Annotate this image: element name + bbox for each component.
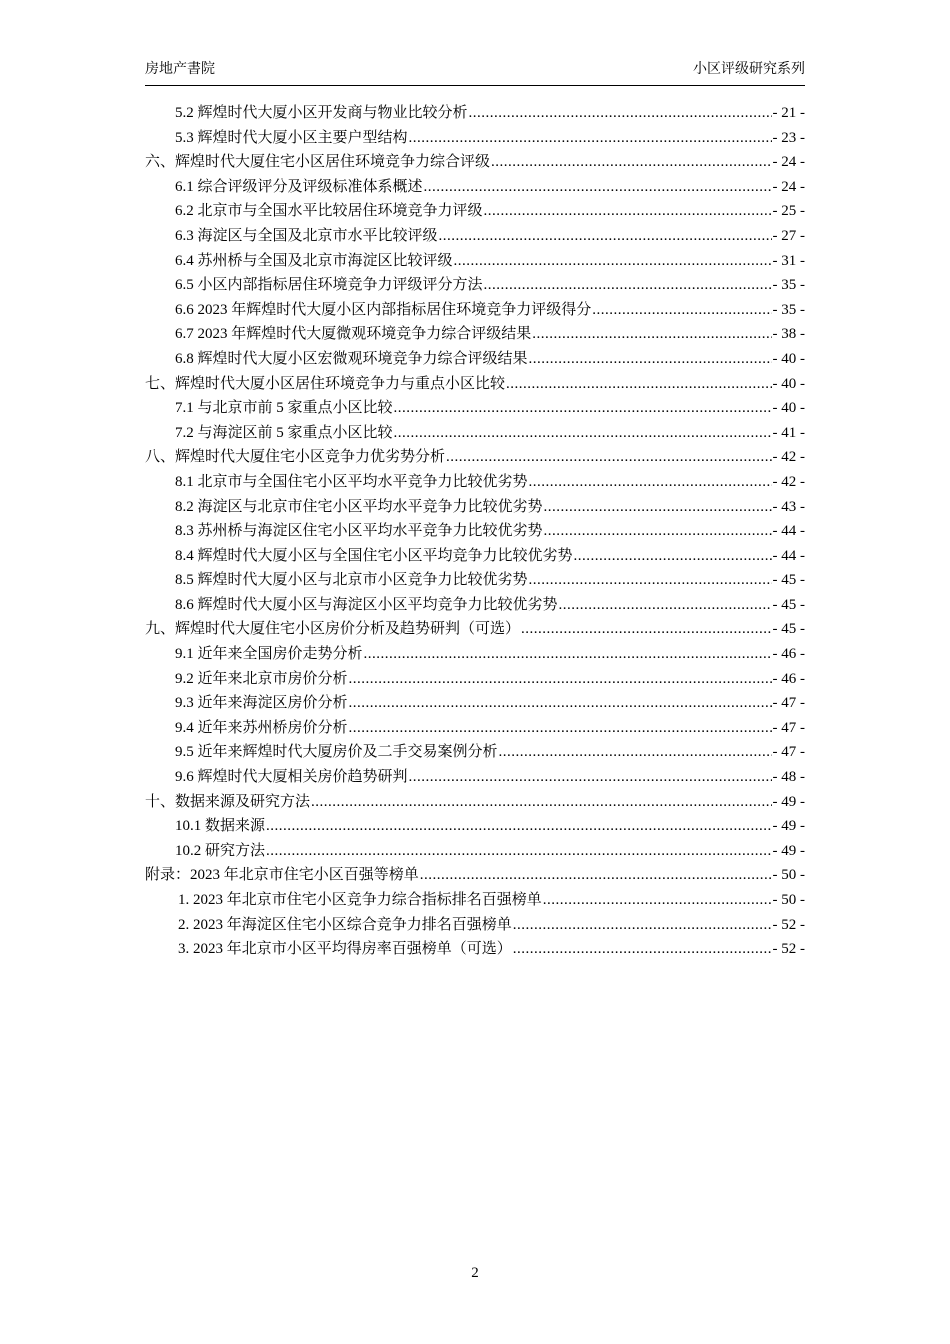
toc-dot-leader	[469, 101, 772, 126]
toc-dot-leader	[439, 224, 772, 249]
toc-entry-page-number: - 40 -	[772, 400, 805, 417]
toc-dot-leader	[513, 913, 772, 938]
toc-entry	[145, 322, 805, 347]
toc-dot-leader	[529, 568, 772, 593]
toc-entry	[145, 126, 805, 151]
toc-entry-title: 8.4 辉煌时代大厦小区与全国住宅小区平均竞争力比较优劣势	[175, 547, 573, 564]
toc-entry-page-number: - 44 -	[772, 523, 805, 540]
toc-entry-page-number: - 45 -	[772, 621, 805, 638]
toc-entry-title: 5.3 辉煌时代大厦小区主要户型结构	[175, 129, 408, 146]
toc-dot-leader	[394, 421, 772, 446]
header-left-text: 房地产書院	[145, 60, 215, 76]
toc-entry	[145, 495, 805, 520]
toc-entry-title: 9.6 辉煌时代大厦相关房价趋势研判	[175, 769, 408, 786]
toc-entry-page-number: - 45 -	[772, 596, 805, 613]
toc-dot-leader	[311, 790, 771, 815]
toc-dot-leader	[529, 470, 772, 495]
toc-entry-title: 5.2 辉煌时代大厦小区开发商与物业比较分析	[175, 105, 468, 121]
toc-dot-leader	[484, 199, 772, 224]
toc-entry-title: 1. 2023 年北京市住宅小区竞争力综合指标排名百强榜单	[178, 892, 542, 908]
toc-entry-page-number: - 52 -	[772, 941, 805, 958]
toc-dot-leader	[349, 667, 772, 692]
toc-entry-page-number: - 44 -	[772, 547, 805, 564]
toc-entry	[145, 937, 805, 962]
toc-entry-page-number: - 38 -	[772, 326, 805, 343]
toc-dot-leader	[349, 716, 772, 741]
toc-entry-title: 8.3 苏州桥与海淀区住宅小区平均水平竞争力比较优劣势	[175, 523, 543, 540]
toc-entry	[145, 790, 805, 815]
toc-entry	[145, 175, 805, 200]
toc-dot-leader	[506, 372, 771, 397]
toc-entry-title: 七、辉煌时代大厦小区居住环境竞争力与重点小区比较	[145, 375, 506, 392]
toc-entry	[145, 667, 805, 692]
toc-dot-leader	[409, 126, 772, 151]
toc-entry	[145, 642, 805, 667]
toc-entry	[145, 470, 805, 495]
toc-dot-leader	[484, 273, 772, 298]
toc-entry	[145, 445, 805, 470]
toc-dot-leader	[266, 839, 771, 864]
toc-entry-page-number: - 24 -	[772, 154, 805, 171]
toc-entry-title: 9.3 近年来海淀区房价分析	[175, 695, 348, 712]
toc-entry-page-number: - 27 -	[772, 227, 805, 244]
toc-entry	[145, 519, 805, 544]
toc-entry-page-number: - 42 -	[772, 449, 805, 466]
toc-entry-page-number: - 41 -	[772, 424, 805, 441]
table-of-contents	[145, 101, 805, 962]
toc-dot-leader	[454, 249, 772, 274]
toc-entry	[145, 568, 805, 593]
toc-entry-title: 6.1 综合评级评分及评级标准体系概述	[175, 178, 423, 195]
toc-dot-leader	[364, 642, 772, 667]
toc-dot-leader	[446, 445, 771, 470]
toc-entry-page-number: - 46 -	[772, 670, 805, 687]
toc-entry-page-number: - 47 -	[772, 719, 805, 736]
toc-entry-title: 7.2 与海淀区前 5 家重点小区比较	[175, 424, 393, 441]
toc-entry	[145, 863, 805, 888]
toc-entry-title: 8.2 海淀区与北京市住宅小区平均水平竞争力比较优劣势	[175, 498, 543, 515]
toc-entry	[145, 740, 805, 765]
toc-entry	[145, 691, 805, 716]
toc-entry-page-number: - 47 -	[772, 744, 805, 761]
toc-entry-page-number: - 35 -	[772, 301, 805, 318]
toc-dot-leader	[266, 814, 771, 839]
toc-entry	[145, 544, 805, 569]
toc-entry-title: 6.6 2023 年辉煌时代大厦小区内部指标居住环境竞争力评级得分	[175, 301, 592, 318]
toc-entry-page-number: - 23 -	[772, 129, 805, 146]
toc-entry-page-number: - 49 -	[772, 818, 805, 835]
toc-entry	[145, 888, 805, 913]
toc-entry-title: 6.8 辉煌时代大厦小区宏微观环境竞争力综合评级结果	[175, 350, 528, 367]
toc-entry-page-number: - 40 -	[772, 375, 805, 392]
toc-entry-title: 10.1 数据来源	[175, 818, 266, 835]
toc-entry	[145, 593, 805, 618]
toc-dot-leader	[394, 396, 772, 421]
toc-entry	[145, 617, 805, 642]
toc-entry-title: 9.4 近年来苏州桥房价分析	[175, 719, 348, 736]
toc-entry-title: 9.2 近年来北京市房价分析	[175, 670, 348, 687]
toc-entry	[145, 913, 805, 938]
toc-entry	[145, 421, 805, 446]
toc-dot-leader	[559, 593, 772, 618]
toc-entry-title: 2. 2023 年海淀区住宅小区综合竞争力排名百强榜单	[178, 916, 512, 933]
toc-entry-page-number: - 31 -	[772, 252, 805, 269]
toc-entry	[145, 716, 805, 741]
toc-entry-page-number: - 25 -	[772, 203, 805, 220]
toc-entry-page-number: - 35 -	[772, 277, 805, 294]
toc-dot-leader	[499, 740, 772, 765]
toc-dot-leader	[349, 691, 772, 716]
toc-entry-page-number: - 48 -	[772, 769, 805, 786]
toc-entry-title: 八、辉煌时代大厦住宅小区竞争力优劣势分析	[145, 449, 446, 466]
toc-entry-title: 6.7 2023 年辉煌时代大厦微观环境竞争力综合评级结果	[175, 326, 532, 343]
toc-entry-page-number: - 46 -	[772, 646, 805, 663]
toc-entry-title: 8.1 北京市与全国住宅小区平均水平竞争力比较优劣势	[175, 473, 528, 490]
toc-entry-title: 7.1 与北京市前 5 家重点小区比较	[175, 400, 393, 417]
toc-entry-title: 6.3 海淀区与全国及北京市水平比较评级	[175, 227, 438, 244]
toc-entry	[145, 298, 805, 323]
toc-dot-leader	[491, 150, 771, 175]
toc-dot-leader	[409, 765, 772, 790]
toc-entry	[145, 224, 805, 249]
toc-entry-title: 3. 2023 年北京市小区平均得房率百强榜单（可选）	[178, 941, 512, 958]
toc-entry	[145, 372, 805, 397]
page-header	[145, 58, 805, 86]
toc-entry	[145, 249, 805, 274]
toc-entry-title: 8.6 辉煌时代大厦小区与海淀区小区平均竞争力比较优劣势	[175, 596, 558, 613]
toc-dot-leader	[574, 544, 772, 569]
toc-dot-leader	[424, 175, 772, 200]
toc-entry-title: 六、辉煌时代大厦住宅小区居住环境竞争力综合评级	[145, 154, 491, 171]
toc-entry	[145, 839, 805, 864]
toc-entry	[145, 814, 805, 839]
toc-dot-leader	[420, 863, 772, 888]
toc-entry-title: 附录：2023 年北京市住宅小区百强等榜单	[145, 867, 419, 884]
toc-entry-title: 9.5 近年来辉煌时代大厦房价及二手交易案例分析	[175, 744, 498, 761]
toc-entry	[145, 347, 805, 372]
toc-entry-page-number: - 21 -	[772, 105, 805, 121]
page-footer	[0, 1265, 950, 1282]
toc-entry-title: 10.2 研究方法	[175, 842, 266, 859]
toc-entry-title: 十、数据来源及研究方法	[145, 793, 311, 810]
header-right-text: 小区评级研究系列	[693, 60, 805, 76]
toc-entry-page-number: - 50 -	[772, 867, 805, 884]
toc-entry-page-number: - 40 -	[772, 350, 805, 367]
toc-entry-page-number: - 47 -	[772, 695, 805, 712]
toc-entry-page-number: - 49 -	[772, 842, 805, 859]
toc-entry	[145, 199, 805, 224]
toc-entry-title: 6.2 北京市与全国水平比较居住环境竞争力评级	[175, 203, 483, 220]
toc-entry-title: 8.5 辉煌时代大厦小区与北京市小区竞争力比较优劣势	[175, 572, 528, 589]
toc-dot-leader	[529, 347, 772, 372]
toc-dot-leader	[592, 298, 771, 323]
toc-dot-leader	[543, 888, 772, 913]
toc-dot-leader	[521, 617, 771, 642]
toc-entry-title: 6.4 苏州桥与全国及北京市海淀区比较评级	[175, 252, 453, 269]
toc-dot-leader	[532, 322, 771, 347]
toc-entry-page-number: - 43 -	[772, 498, 805, 515]
toc-dot-leader	[513, 937, 772, 962]
toc-dot-leader	[544, 495, 772, 520]
toc-entry	[145, 150, 805, 175]
toc-entry-title: 6.5 小区内部指标居住环境竞争力评级评分方法	[175, 277, 483, 294]
toc-entry	[145, 396, 805, 421]
toc-entry-page-number: - 49 -	[772, 793, 805, 810]
toc-dot-leader	[544, 519, 772, 544]
toc-entry-title: 9.1 近年来全国房价走势分析	[175, 646, 363, 663]
toc-entry-page-number: - 45 -	[772, 572, 805, 589]
toc-entry	[145, 765, 805, 790]
toc-entry-title: 九、辉煌时代大厦住宅小区房价分析及趋势研判（可选）	[145, 621, 521, 638]
toc-entry	[145, 273, 805, 298]
toc-entry-page-number: - 52 -	[772, 916, 805, 933]
toc-entry	[145, 101, 805, 126]
toc-entry-page-number: - 24 -	[772, 178, 805, 195]
page-number: 2	[471, 1265, 479, 1281]
toc-entry-page-number: - 50 -	[772, 892, 805, 908]
toc-entry-page-number: - 42 -	[772, 473, 805, 490]
